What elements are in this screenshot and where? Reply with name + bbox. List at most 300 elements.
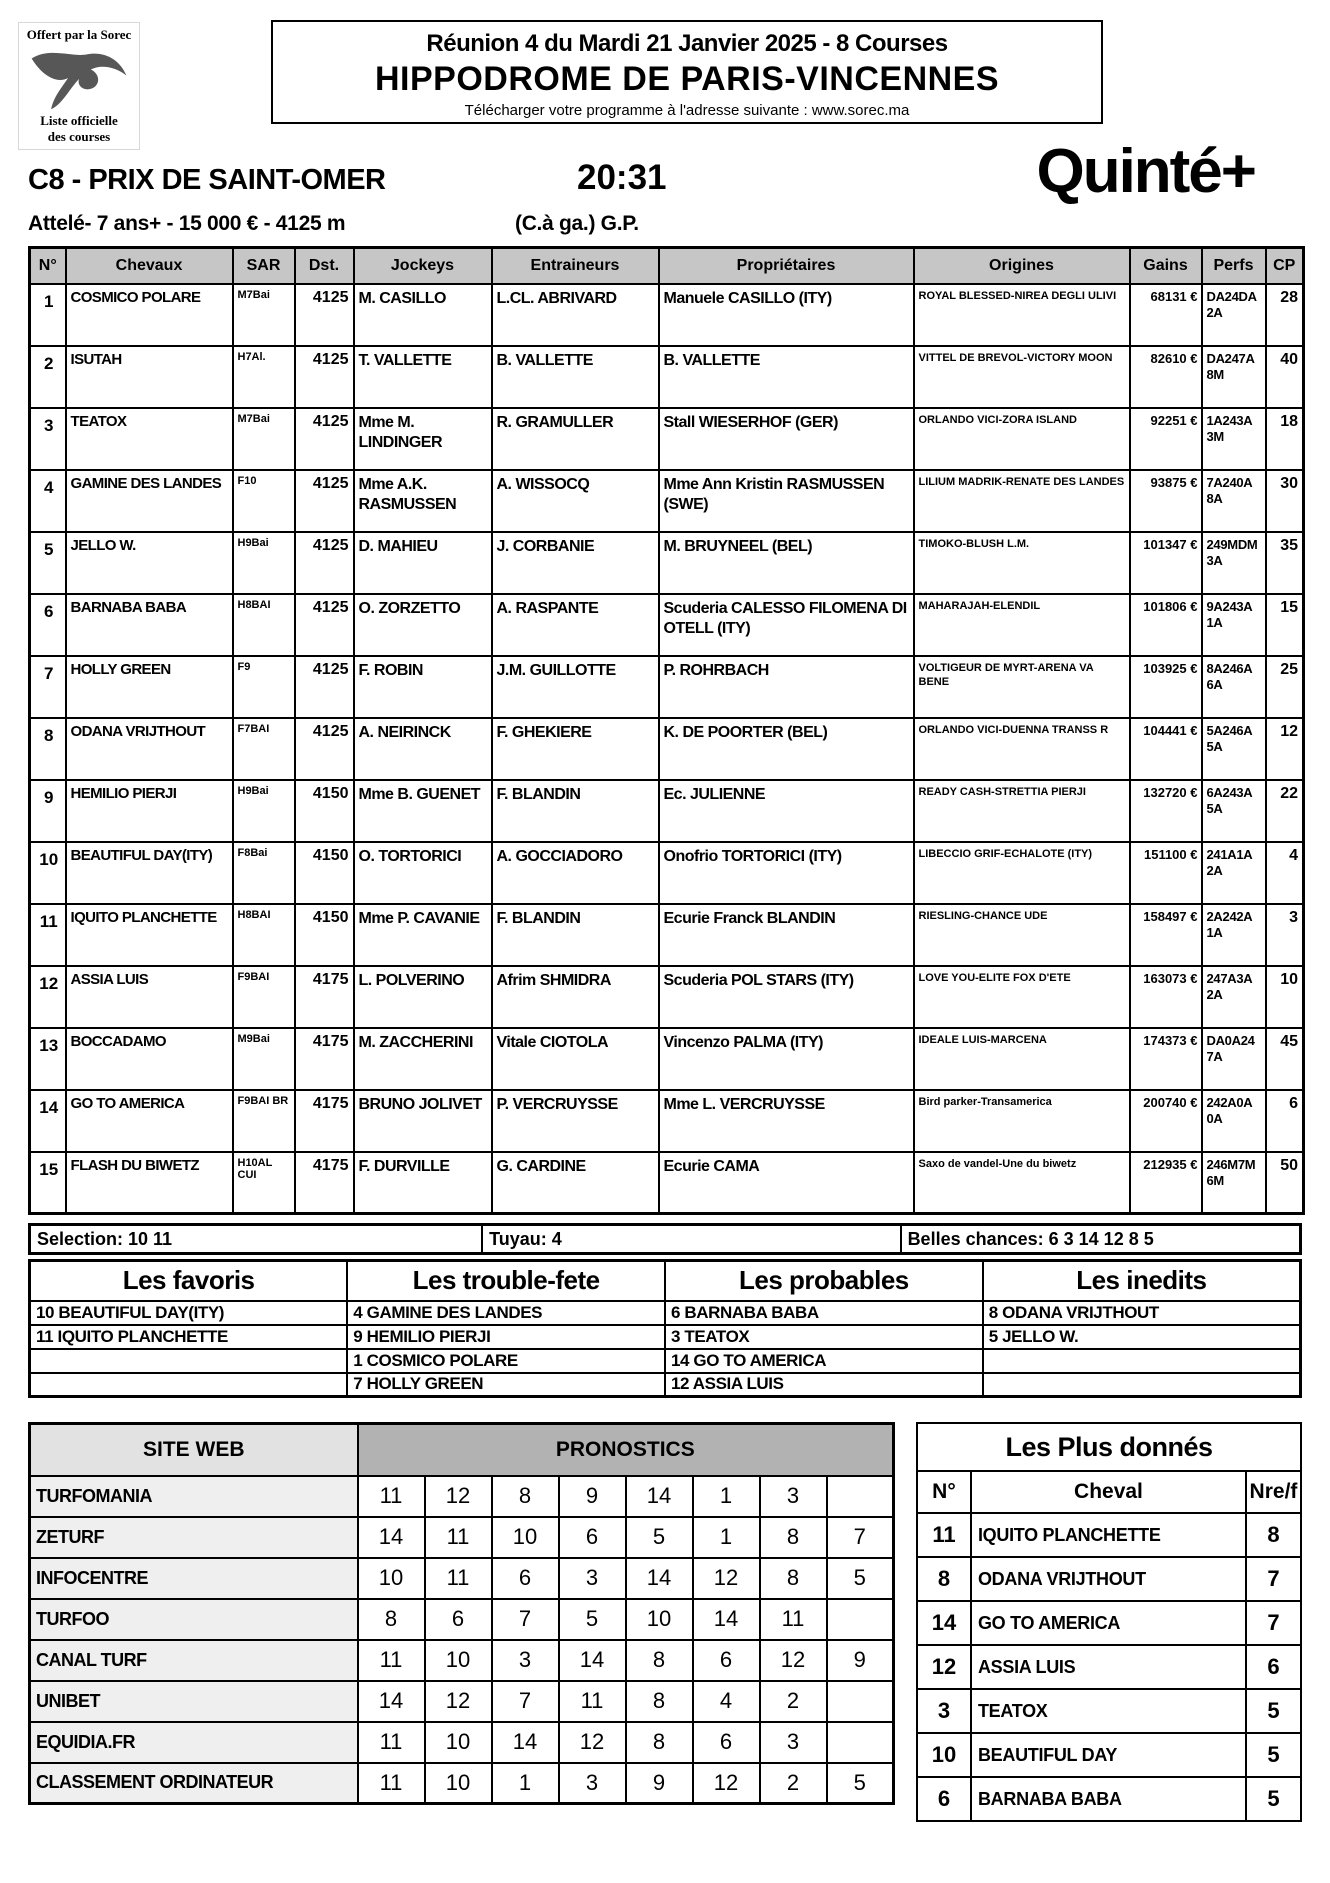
pronostic-pick-3: 3 bbox=[492, 1640, 559, 1681]
plus-donnes-row bbox=[917, 1777, 1301, 1821]
runner-horse-name: JELLO W. bbox=[66, 532, 233, 594]
category-header: Les trouble-fete bbox=[347, 1261, 665, 1301]
pronostic-pick-6: 12 bbox=[693, 1763, 760, 1804]
runner-horse-name: TEATOX bbox=[66, 408, 233, 470]
runner-perfs: 6A243A 5A bbox=[1202, 780, 1266, 842]
pronostic-pick-2: 10 bbox=[425, 1722, 492, 1763]
runner-perfs: DA24DA 2A bbox=[1202, 284, 1266, 346]
runner-horse-name: BEAUTIFUL DAY(ITY) bbox=[66, 842, 233, 904]
logo-bottom-text-1: Liste officielle bbox=[40, 113, 118, 128]
column-header: CP bbox=[1266, 248, 1304, 284]
runner-distance: 4125 bbox=[295, 470, 354, 532]
pronostic-pick-7: 12 bbox=[760, 1640, 827, 1681]
runner-earnings: 104441 € bbox=[1130, 718, 1202, 780]
runner-horse-name: ASSIA LUIS bbox=[66, 966, 233, 1028]
pronostic-pick-8 bbox=[827, 1681, 894, 1722]
runner-number: 11 bbox=[30, 904, 66, 966]
runner-owner: Stall WIESERHOF (GER) bbox=[659, 408, 914, 470]
runner-earnings: 93875 € bbox=[1130, 470, 1202, 532]
runner-origins: TIMOKO-BLUSH L.M. bbox=[914, 532, 1130, 594]
runner-trainer: G. CARDINE bbox=[492, 1152, 659, 1214]
runner-number: 15 bbox=[30, 1152, 66, 1214]
runner-owner: Vincenzo PALMA (ITY) bbox=[659, 1028, 914, 1090]
runner-row bbox=[30, 904, 1304, 966]
runner-owner: Mme L. VERCRUYSSE bbox=[659, 1090, 914, 1152]
runners-table bbox=[28, 246, 1305, 1215]
runner-perfs: 8A246A 6A bbox=[1202, 656, 1266, 718]
pronostic-pick-5: 5 bbox=[626, 1517, 693, 1558]
runner-distance: 4175 bbox=[295, 966, 354, 1028]
runner-owner: B. VALLETTE bbox=[659, 346, 914, 408]
runner-owner: Onofrio TORTORICI (ITY) bbox=[659, 842, 914, 904]
plus-horse-name: ASSIA LUIS bbox=[971, 1645, 1246, 1689]
runner-distance: 4175 bbox=[295, 1152, 354, 1214]
pronostic-pick-8 bbox=[827, 1599, 894, 1640]
plus-count: 7 bbox=[1246, 1601, 1301, 1645]
runner-earnings: 101347 € bbox=[1130, 532, 1202, 594]
runner-owner: Manuele CASILLO (ITY) bbox=[659, 284, 914, 346]
runner-earnings: 163073 € bbox=[1130, 966, 1202, 1028]
runner-cp: 15 bbox=[1266, 594, 1304, 656]
page-header bbox=[28, 0, 1302, 150]
site-name: INFOCENTRE bbox=[30, 1558, 358, 1599]
pronostic-pick-2: 10 bbox=[425, 1640, 492, 1681]
category-cell-inedits bbox=[983, 1349, 1301, 1373]
plus-horse-name: ODANA VRIJTHOUT bbox=[971, 1557, 1246, 1601]
pronostic-pick-7: 8 bbox=[760, 1558, 827, 1599]
category-cell-troublefete: 7 HOLLY GREEN bbox=[347, 1373, 665, 1397]
category-cell-probables: 6 BARNABA BABA bbox=[665, 1301, 983, 1325]
runner-cp: 3 bbox=[1266, 904, 1304, 966]
runner-origins: READY CASH-STRETTIA PIERJI bbox=[914, 780, 1130, 842]
pronostic-pick-8: 5 bbox=[827, 1558, 894, 1599]
pronostic-pick-2: 12 bbox=[425, 1681, 492, 1722]
runner-number: 1 bbox=[30, 284, 66, 346]
pronostic-pick-7: 2 bbox=[760, 1681, 827, 1722]
runner-sar: F9BAI bbox=[233, 966, 295, 1028]
runner-earnings: 68131 € bbox=[1130, 284, 1202, 346]
pronostic-pick-4: 11 bbox=[559, 1681, 626, 1722]
runner-cp: 6 bbox=[1266, 1090, 1304, 1152]
category-row bbox=[30, 1373, 1301, 1397]
pronostic-row bbox=[30, 1722, 894, 1763]
runner-origins: MAHARAJAH-ELENDIL bbox=[914, 594, 1130, 656]
pronostic-pick-7: 8 bbox=[760, 1517, 827, 1558]
runner-owner: M. BRUYNEEL (BEL) bbox=[659, 532, 914, 594]
category-cell-troublefete: 9 HEMILIO PIERJI bbox=[347, 1325, 665, 1349]
runner-trainer: B. VALLETTE bbox=[492, 346, 659, 408]
runner-owner: Ec. JULIENNE bbox=[659, 780, 914, 842]
runner-row bbox=[30, 718, 1304, 780]
runner-origins: Bird parker-Transamerica bbox=[914, 1090, 1130, 1152]
race-conditions: Attelé- 7 ans+ - 15 000 € - 4125 m bbox=[28, 212, 346, 235]
site-name: ZETURF bbox=[30, 1517, 358, 1558]
runner-row bbox=[30, 966, 1304, 1028]
plus-horse-number: 14 bbox=[917, 1601, 971, 1645]
column-header: Chevaux bbox=[66, 248, 233, 284]
runner-origins: LIBECCIO GRIF-ECHALOTE (ITY) bbox=[914, 842, 1130, 904]
runner-origins: VOLTIGEUR DE MYRT-ARENA VA BENE bbox=[914, 656, 1130, 718]
plus-horse-number: 10 bbox=[917, 1733, 971, 1777]
pronostic-row bbox=[30, 1476, 894, 1517]
runner-sar: F7BAI bbox=[233, 718, 295, 780]
runner-horse-name: FLASH DU BIWETZ bbox=[66, 1152, 233, 1214]
runner-trainer: F. GHEKIERE bbox=[492, 718, 659, 780]
runner-owner: P. ROHRBACH bbox=[659, 656, 914, 718]
column-header: Origines bbox=[914, 248, 1130, 284]
runner-trainer: F. BLANDIN bbox=[492, 904, 659, 966]
runner-sar: H9Bai bbox=[233, 780, 295, 842]
runner-horse-name: BOCCADAMO bbox=[66, 1028, 233, 1090]
runner-row bbox=[30, 1152, 1304, 1214]
column-header: Jockeys bbox=[354, 248, 492, 284]
runner-sar: H8BAI bbox=[233, 594, 295, 656]
plus-horse-name: BEAUTIFUL DAY bbox=[971, 1733, 1246, 1777]
pronostic-pick-3: 14 bbox=[492, 1722, 559, 1763]
category-row bbox=[30, 1349, 1301, 1373]
runner-jockey: Mme B. GUENET bbox=[354, 780, 492, 842]
site-name: CANAL TURF bbox=[30, 1640, 358, 1681]
runner-owner: Mme Ann Kristin RASMUSSEN (SWE) bbox=[659, 470, 914, 532]
runner-row bbox=[30, 656, 1304, 718]
pronostic-pick-5: 14 bbox=[626, 1476, 693, 1517]
runner-horse-name: GO TO AMERICA bbox=[66, 1090, 233, 1152]
selection-bar bbox=[28, 1223, 1302, 1255]
plus-donnes-row bbox=[917, 1513, 1301, 1557]
runner-perfs: 5A246A 5A bbox=[1202, 718, 1266, 780]
runner-earnings: 92251 € bbox=[1130, 408, 1202, 470]
runner-origins: ORLANDO VICI-ZORA ISLAND bbox=[914, 408, 1130, 470]
plus-count: 8 bbox=[1246, 1513, 1301, 1557]
runner-cp: 4 bbox=[1266, 842, 1304, 904]
plus-count: 7 bbox=[1246, 1557, 1301, 1601]
runner-number: 4 bbox=[30, 470, 66, 532]
pronostic-pick-7: 2 bbox=[760, 1763, 827, 1804]
runner-distance: 4150 bbox=[295, 904, 354, 966]
runner-trainer: L.CL. ABRIVARD bbox=[492, 284, 659, 346]
pronostic-pick-5: 14 bbox=[626, 1558, 693, 1599]
runner-distance: 4150 bbox=[295, 842, 354, 904]
runner-trainer: A. GOCCIADORO bbox=[492, 842, 659, 904]
meeting-header-box bbox=[271, 20, 1103, 124]
runner-sar: F8Bai bbox=[233, 842, 295, 904]
runner-distance: 4125 bbox=[295, 408, 354, 470]
plus-donnes-table bbox=[916, 1422, 1302, 1822]
pronostic-pick-4: 14 bbox=[559, 1640, 626, 1681]
column-header: SAR bbox=[233, 248, 295, 284]
pronostic-row bbox=[30, 1558, 894, 1599]
runner-number: 2 bbox=[30, 346, 66, 408]
pronostic-pick-3: 8 bbox=[492, 1476, 559, 1517]
plus-count: 6 bbox=[1246, 1645, 1301, 1689]
runner-distance: 4125 bbox=[295, 346, 354, 408]
runner-jockey: O. TORTORICI bbox=[354, 842, 492, 904]
runner-jockey: BRUNO JOLIVET bbox=[354, 1090, 492, 1152]
pronostic-pick-1: 8 bbox=[358, 1599, 425, 1640]
pronostic-pick-3: 7 bbox=[492, 1599, 559, 1640]
tuyau-value: Tuyau: 4 bbox=[481, 1226, 899, 1252]
pronostic-pick-1: 11 bbox=[358, 1640, 425, 1681]
pronostic-pick-4: 9 bbox=[559, 1476, 626, 1517]
categories-header-row bbox=[30, 1261, 1301, 1301]
runner-cp: 10 bbox=[1266, 966, 1304, 1028]
runner-earnings: 101806 € bbox=[1130, 594, 1202, 656]
runner-trainer: Afrim SHMIDRA bbox=[492, 966, 659, 1028]
runner-owner: Ecurie Franck BLANDIN bbox=[659, 904, 914, 966]
runner-earnings: 174373 € bbox=[1130, 1028, 1202, 1090]
runner-horse-name: HOLLY GREEN bbox=[66, 656, 233, 718]
runner-sar: F9 bbox=[233, 656, 295, 718]
pronostic-pick-5: 10 bbox=[626, 1599, 693, 1640]
column-header: Entraineurs bbox=[492, 248, 659, 284]
site-name: TURFOMANIA bbox=[30, 1476, 358, 1517]
race-conditions-row bbox=[28, 212, 1302, 246]
runner-origins: RIESLING-CHANCE UDE bbox=[914, 904, 1130, 966]
category-header: Les favoris bbox=[30, 1261, 348, 1301]
category-cell-probables: 12 ASSIA LUIS bbox=[665, 1373, 983, 1397]
plus-horse-number: 12 bbox=[917, 1645, 971, 1689]
runner-perfs: 246M7M 6M bbox=[1202, 1152, 1266, 1214]
runner-row bbox=[30, 1090, 1304, 1152]
pronostic-pick-1: 14 bbox=[358, 1517, 425, 1558]
pronostic-pick-5: 9 bbox=[626, 1763, 693, 1804]
plus-count: 5 bbox=[1246, 1777, 1301, 1821]
runner-row bbox=[30, 346, 1304, 408]
runner-jockey: F. DURVILLE bbox=[354, 1152, 492, 1214]
sorec-logo bbox=[18, 22, 140, 150]
runner-cp: 25 bbox=[1266, 656, 1304, 718]
runner-sar: H10AL CUI bbox=[233, 1152, 295, 1214]
runner-cp: 40 bbox=[1266, 346, 1304, 408]
category-header: Les inedits bbox=[983, 1261, 1301, 1301]
pronostic-pick-4: 5 bbox=[559, 1599, 626, 1640]
column-header: Gains bbox=[1130, 248, 1202, 284]
category-cell-troublefete: 1 COSMICO POLARE bbox=[347, 1349, 665, 1373]
runner-earnings: 158497 € bbox=[1130, 904, 1202, 966]
runner-jockey: Mme M. LINDINGER bbox=[354, 408, 492, 470]
runner-cp: 28 bbox=[1266, 284, 1304, 346]
download-note: Télécharger votre programme à l'adresse suivante : www.sorec.ma bbox=[464, 102, 910, 119]
runner-origins: ORLANDO VICI-DUENNA TRANSS R bbox=[914, 718, 1130, 780]
runner-row bbox=[30, 532, 1304, 594]
pronostic-pick-5: 8 bbox=[626, 1722, 693, 1763]
runner-horse-name: IQUITO PLANCHETTE bbox=[66, 904, 233, 966]
column-header: Propriétaires bbox=[659, 248, 914, 284]
runner-horse-name: HEMILIO PIERJI bbox=[66, 780, 233, 842]
plus-horse-number: 8 bbox=[917, 1557, 971, 1601]
category-header: Les probables bbox=[665, 1261, 983, 1301]
runner-owner: K. DE POORTER (BEL) bbox=[659, 718, 914, 780]
hippodrome-name: HIPPODROME DE PARIS-VINCENNES bbox=[374, 60, 1000, 98]
race-title: C8 - PRIX DE SAINT-OMER bbox=[28, 164, 386, 196]
race-title-row bbox=[28, 137, 1302, 212]
runner-perfs: 247A3A 2A bbox=[1202, 966, 1266, 1028]
pronostic-pick-7: 11 bbox=[760, 1599, 827, 1640]
pronostic-pick-6: 4 bbox=[693, 1681, 760, 1722]
runner-horse-name: GAMINE DES LANDES bbox=[66, 470, 233, 532]
pronostic-row bbox=[30, 1640, 894, 1681]
runner-row bbox=[30, 408, 1304, 470]
pronostic-pick-6: 14 bbox=[693, 1599, 760, 1640]
runners-header-row bbox=[30, 248, 1304, 284]
runner-earnings: 132720 € bbox=[1130, 780, 1202, 842]
runner-number: 8 bbox=[30, 718, 66, 780]
runner-perfs: 241A1A 2A bbox=[1202, 842, 1266, 904]
runner-jockey: T. VALLETTE bbox=[354, 346, 492, 408]
runner-cp: 22 bbox=[1266, 780, 1304, 842]
runner-horse-name: BARNABA BABA bbox=[66, 594, 233, 656]
pronostic-pick-3: 6 bbox=[492, 1558, 559, 1599]
pronostic-pick-4: 12 bbox=[559, 1722, 626, 1763]
runner-sar: H8BAI bbox=[233, 904, 295, 966]
pronostic-pick-8 bbox=[827, 1476, 894, 1517]
bottom-section bbox=[28, 1422, 1302, 1822]
race-gait: (C.à ga.) G.P. bbox=[515, 212, 639, 235]
runner-sar: M7Bai bbox=[233, 284, 295, 346]
runner-jockey: Mme P. CAVANIE bbox=[354, 904, 492, 966]
runner-perfs: DA247A 8M bbox=[1202, 346, 1266, 408]
runner-horse-name: COSMICO POLARE bbox=[66, 284, 233, 346]
plus-horse-name: BARNABA BABA bbox=[971, 1777, 1246, 1821]
runner-jockey: A. NEIRINCK bbox=[354, 718, 492, 780]
pronostic-pick-1: 11 bbox=[358, 1476, 425, 1517]
category-row bbox=[30, 1325, 1301, 1349]
pronostic-pick-2: 6 bbox=[425, 1599, 492, 1640]
plus-donnes-column-header: Nre/f bbox=[1246, 1471, 1301, 1513]
runner-cp: 35 bbox=[1266, 532, 1304, 594]
runner-number: 12 bbox=[30, 966, 66, 1028]
runner-number: 5 bbox=[30, 532, 66, 594]
column-header: Dst. bbox=[295, 248, 354, 284]
column-header: N° bbox=[30, 248, 66, 284]
pronostic-row bbox=[30, 1763, 894, 1804]
category-cell-probables: 3 TEATOX bbox=[665, 1325, 983, 1349]
pronostic-pick-4: 3 bbox=[559, 1763, 626, 1804]
runner-row bbox=[30, 1028, 1304, 1090]
plus-horse-number: 11 bbox=[917, 1513, 971, 1557]
plus-donnes-title-row bbox=[917, 1423, 1301, 1471]
pronostic-pick-5: 8 bbox=[626, 1681, 693, 1722]
category-cell-favoris: 11 IQUITO PLANCHETTE bbox=[30, 1325, 348, 1349]
runner-distance: 4125 bbox=[295, 656, 354, 718]
runner-distance: 4125 bbox=[295, 718, 354, 780]
runner-jockey: Mme A.K. RASMUSSEN bbox=[354, 470, 492, 532]
plus-donnes-row bbox=[917, 1557, 1301, 1601]
runner-row bbox=[30, 470, 1304, 532]
category-cell-troublefete: 4 GAMINE DES LANDES bbox=[347, 1301, 665, 1325]
logo-bottom-text-2: des courses bbox=[47, 129, 111, 144]
runner-earnings: 103925 € bbox=[1130, 656, 1202, 718]
runner-number: 3 bbox=[30, 408, 66, 470]
runner-earnings: 212935 € bbox=[1130, 1152, 1202, 1214]
runner-earnings: 151100 € bbox=[1130, 842, 1202, 904]
plus-horse-name: TEATOX bbox=[971, 1689, 1246, 1733]
selection-value: Selection: 10 11 bbox=[37, 1229, 173, 1249]
pronostic-pick-3: 1 bbox=[492, 1763, 559, 1804]
pronostic-pick-1: 10 bbox=[358, 1558, 425, 1599]
runner-trainer: R. GRAMULLER bbox=[492, 408, 659, 470]
runner-sar: F10 bbox=[233, 470, 295, 532]
runner-owner: Scuderia POL STARS (ITY) bbox=[659, 966, 914, 1028]
runner-number: 13 bbox=[30, 1028, 66, 1090]
runner-jockey: M. ZACCHERINI bbox=[354, 1028, 492, 1090]
plus-horse-name: IQUITO PLANCHETTE bbox=[971, 1513, 1246, 1557]
runner-jockey: M. CASILLO bbox=[354, 284, 492, 346]
runner-perfs: 1A243A 3M bbox=[1202, 408, 1266, 470]
pronostic-pick-3: 10 bbox=[492, 1517, 559, 1558]
plus-donnes-row bbox=[917, 1733, 1301, 1777]
runner-jockey: F. ROBIN bbox=[354, 656, 492, 718]
site-name: CLASSEMENT ORDINATEUR bbox=[30, 1763, 358, 1804]
plus-donnes-column-header: Cheval bbox=[971, 1471, 1246, 1513]
pronostic-pick-8: 9 bbox=[827, 1640, 894, 1681]
runner-jockey: L. POLVERINO bbox=[354, 966, 492, 1028]
pronostic-pick-1: 14 bbox=[358, 1681, 425, 1722]
runner-trainer: P. VERCRUYSSE bbox=[492, 1090, 659, 1152]
runner-cp: 50 bbox=[1266, 1152, 1304, 1214]
runner-owner: Ecurie CAMA bbox=[659, 1152, 914, 1214]
siteweb-header: SITE WEB bbox=[30, 1424, 358, 1476]
runner-origins: LOVE YOU-ELITE FOX D'ETE bbox=[914, 966, 1130, 1028]
category-cell-inedits: 5 JELLO W. bbox=[983, 1325, 1301, 1349]
runner-origins: Saxo de vandel-Une du biwetz bbox=[914, 1152, 1130, 1214]
plus-horse-number: 6 bbox=[917, 1777, 971, 1821]
pronostic-pick-6: 12 bbox=[693, 1558, 760, 1599]
pronostic-pick-4: 6 bbox=[559, 1517, 626, 1558]
pronostic-pick-2: 12 bbox=[425, 1476, 492, 1517]
runner-origins: ROYAL BLESSED-NIREA DEGLI ULIVI bbox=[914, 284, 1130, 346]
runner-jockey: O. ZORZETTO bbox=[354, 594, 492, 656]
runner-sar: M9Bai bbox=[233, 1028, 295, 1090]
runner-cp: 12 bbox=[1266, 718, 1304, 780]
plus-donnes-column-header: N° bbox=[917, 1471, 971, 1513]
runner-distance: 4125 bbox=[295, 532, 354, 594]
runner-sar: H7Al. bbox=[233, 346, 295, 408]
runner-trainer: A. RASPANTE bbox=[492, 594, 659, 656]
runner-jockey: D. MAHIEU bbox=[354, 532, 492, 594]
runner-perfs: 249MDM 3A bbox=[1202, 532, 1266, 594]
runner-horse-name: ISUTAH bbox=[66, 346, 233, 408]
pronostics-table bbox=[28, 1422, 895, 1805]
runner-earnings: 200740 € bbox=[1130, 1090, 1202, 1152]
logo-top-text: Offert par la Sorec bbox=[26, 27, 132, 42]
site-name: TURFOO bbox=[30, 1599, 358, 1640]
category-cell-probables: 14 GO TO AMERICA bbox=[665, 1349, 983, 1373]
pronostic-pick-2: 11 bbox=[425, 1558, 492, 1599]
quinte-badge: Quinté+ bbox=[1036, 137, 1255, 206]
pronostic-pick-3: 7 bbox=[492, 1681, 559, 1722]
pronostic-pick-8 bbox=[827, 1722, 894, 1763]
plus-donnes-row bbox=[917, 1601, 1301, 1645]
pronostic-pick-7: 3 bbox=[760, 1722, 827, 1763]
site-name: UNIBET bbox=[30, 1681, 358, 1722]
belles-chances-value: Belles chances: 6 3 14 12 8 5 bbox=[900, 1226, 1299, 1252]
pronostic-pick-1: 11 bbox=[358, 1763, 425, 1804]
runner-perfs: 2A242A 1A bbox=[1202, 904, 1266, 966]
runner-perfs: 242A0A 0A bbox=[1202, 1090, 1266, 1152]
runner-number: 9 bbox=[30, 780, 66, 842]
category-cell-inedits: 8 ODANA VRIJTHOUT bbox=[983, 1301, 1301, 1325]
column-header: Perfs bbox=[1202, 248, 1266, 284]
plus-donnes-header-row bbox=[917, 1471, 1301, 1513]
site-name: EQUIDIA.FR bbox=[30, 1722, 358, 1763]
runner-trainer: J.M. GUILLOTTE bbox=[492, 656, 659, 718]
runner-horse-name: ODANA VRIJTHOUT bbox=[66, 718, 233, 780]
runner-trainer: Vitale CIOTOLA bbox=[492, 1028, 659, 1090]
runner-number: 14 bbox=[30, 1090, 66, 1152]
runner-origins: LILIUM MADRIK-RENATE DES LANDES bbox=[914, 470, 1130, 532]
pronostic-pick-5: 8 bbox=[626, 1640, 693, 1681]
